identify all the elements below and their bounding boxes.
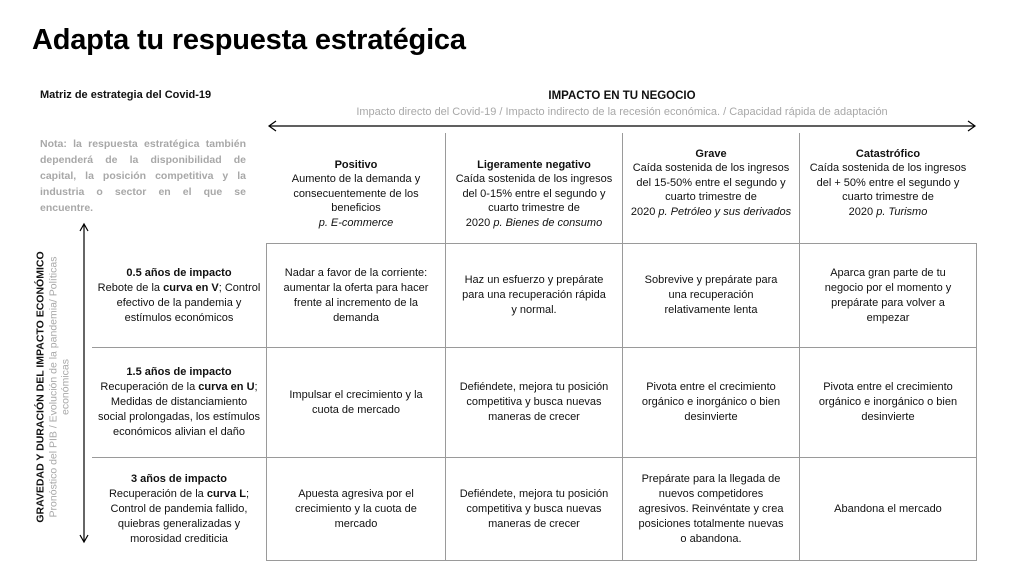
strategy-cell: Impulsar el crecimiento y la cuota de mercado	[289, 388, 423, 416]
row-header-desc: Recuperación de la curva L; Control de pandemia fallido, quiebras generalizadas y morosidad crediticia	[108, 487, 250, 545]
impact-axis-subtitle: Impacto directo del Covid-19 / Impacto indirecto de la recesión económica. / Capacidad rápida de adaptación	[356, 106, 888, 118]
column-header-catastrofico	[801, 129, 975, 237]
strategy-cell: Haz un esfuerzo y prepárate para una recuperación rápida y normal.	[462, 274, 606, 316]
column-header-name: Catastrófico	[855, 147, 921, 160]
strategy-cell: Pivota entre el crecimiento orgánico e inorgánico o bien desinvierte	[641, 381, 781, 423]
column-header-example: p. Bienes de consumo	[493, 216, 603, 229]
matrix-label: Matriz de estrategia del Covid-19	[40, 89, 212, 101]
impact-axis-title: IMPACTO EN TU NEGOCIO	[548, 90, 696, 102]
column-header-example: p. Turismo	[876, 205, 928, 218]
grid-line	[266, 560, 977, 561]
severity-axis-label	[33, 244, 73, 530]
strategy-cell: Abandona el mercado	[834, 502, 942, 515]
column-header-year: 2020	[848, 205, 874, 218]
row-header-name: 1.5 años de impacto	[126, 366, 232, 378]
column-header-desc: Aumento de la demanda y consecuentemente de los beneficios	[291, 173, 421, 215]
grid-line	[976, 243, 977, 560]
row-header-desc: Rebote de la curva en V; Control efectivo de la pandemia y estímulos económicos	[97, 281, 261, 324]
column-header-example: p. E-commerce	[318, 216, 394, 229]
row-header-name: 3 años de impacto	[131, 472, 227, 485]
vertical-double-arrow-icon	[78, 222, 90, 544]
page-title: Adapta tu respuesta estratégica	[32, 24, 466, 56]
severity-axis-title: GRAVEDAD Y DURACIÓN DEL IMPACTO ECONÓMICO	[34, 251, 47, 523]
row-header-1-5-years	[92, 348, 266, 457]
column-header-name: Ligeramente negativo	[477, 158, 591, 171]
column-header-name: Positivo	[334, 158, 378, 171]
row-header-3-years	[92, 458, 266, 560]
strategy-cell: Sobrevive y prepárate para una recuperación relativamente lenta	[644, 274, 778, 316]
column-header-year: 2020	[630, 205, 656, 218]
strategy-cell: Defiéndete, mejora tu posición competitiva y busca nuevas maneras de crecer	[459, 381, 609, 423]
strategy-cell: Aparca gran parte de tu negocio por el momento y prepárate para volver a empezar	[824, 266, 952, 324]
row-header-desc: Recuperación de la curva en U; Medidas de distanciamiento social prolongadas, los estímulos económicos alivian el daño	[97, 381, 261, 438]
strategy-cell: Prepárate para la llegada de nuevos competidores agresivos. Reinvéntate y crea posiciones totalmente nuevas o abandona.	[638, 472, 784, 545]
severity-axis-subtitle: Pronóstico del PIB / Evolución de la pandemia/ Políticas económicas	[47, 256, 72, 518]
column-header-desc: Caída sostenida de los ingresos del 15-50% entre el segundo y cuarto trimestre de	[632, 162, 790, 204]
row-header-0-5-years	[92, 244, 266, 347]
column-header-example: p. Petróleo y sus derivados	[658, 205, 792, 218]
column-header-grave	[624, 129, 798, 237]
column-header-name: Grave	[695, 147, 727, 160]
column-header-desc: Caída sostenida de los ingresos del 0-15% entre el segundo y cuarto trimestre de	[455, 173, 613, 215]
column-header-desc: Caída sostenida de los ingresos del + 50% entre el segundo y cuarto trimestre de	[809, 162, 967, 204]
strategy-cell: Apuesta agresiva por el crecimiento y la cuota de mercado	[295, 487, 417, 530]
strategy-cell: Defiéndete, mejora tu posición competitiva y busca nuevas maneras de crecer	[459, 487, 609, 530]
strategy-note: Nota: la respuesta estratégica también dependerá de la disponibilidad de capital, la posición competitiva y la industria o sector en el que se encuentre.	[40, 138, 246, 214]
strategy-cell: Nadar a favor de la corriente: aumentar la oferta para hacer frente al incremento de la demanda	[283, 266, 429, 324]
column-header-ligeramente-negativo	[447, 140, 621, 248]
column-header-positivo	[268, 140, 444, 248]
row-header-name: 0.5 años de impacto	[126, 266, 232, 279]
strategy-cell: Pivota entre el crecimiento orgánico e inorgánico o bien desinvierte	[818, 381, 958, 423]
column-header-year: 2020	[465, 216, 491, 229]
